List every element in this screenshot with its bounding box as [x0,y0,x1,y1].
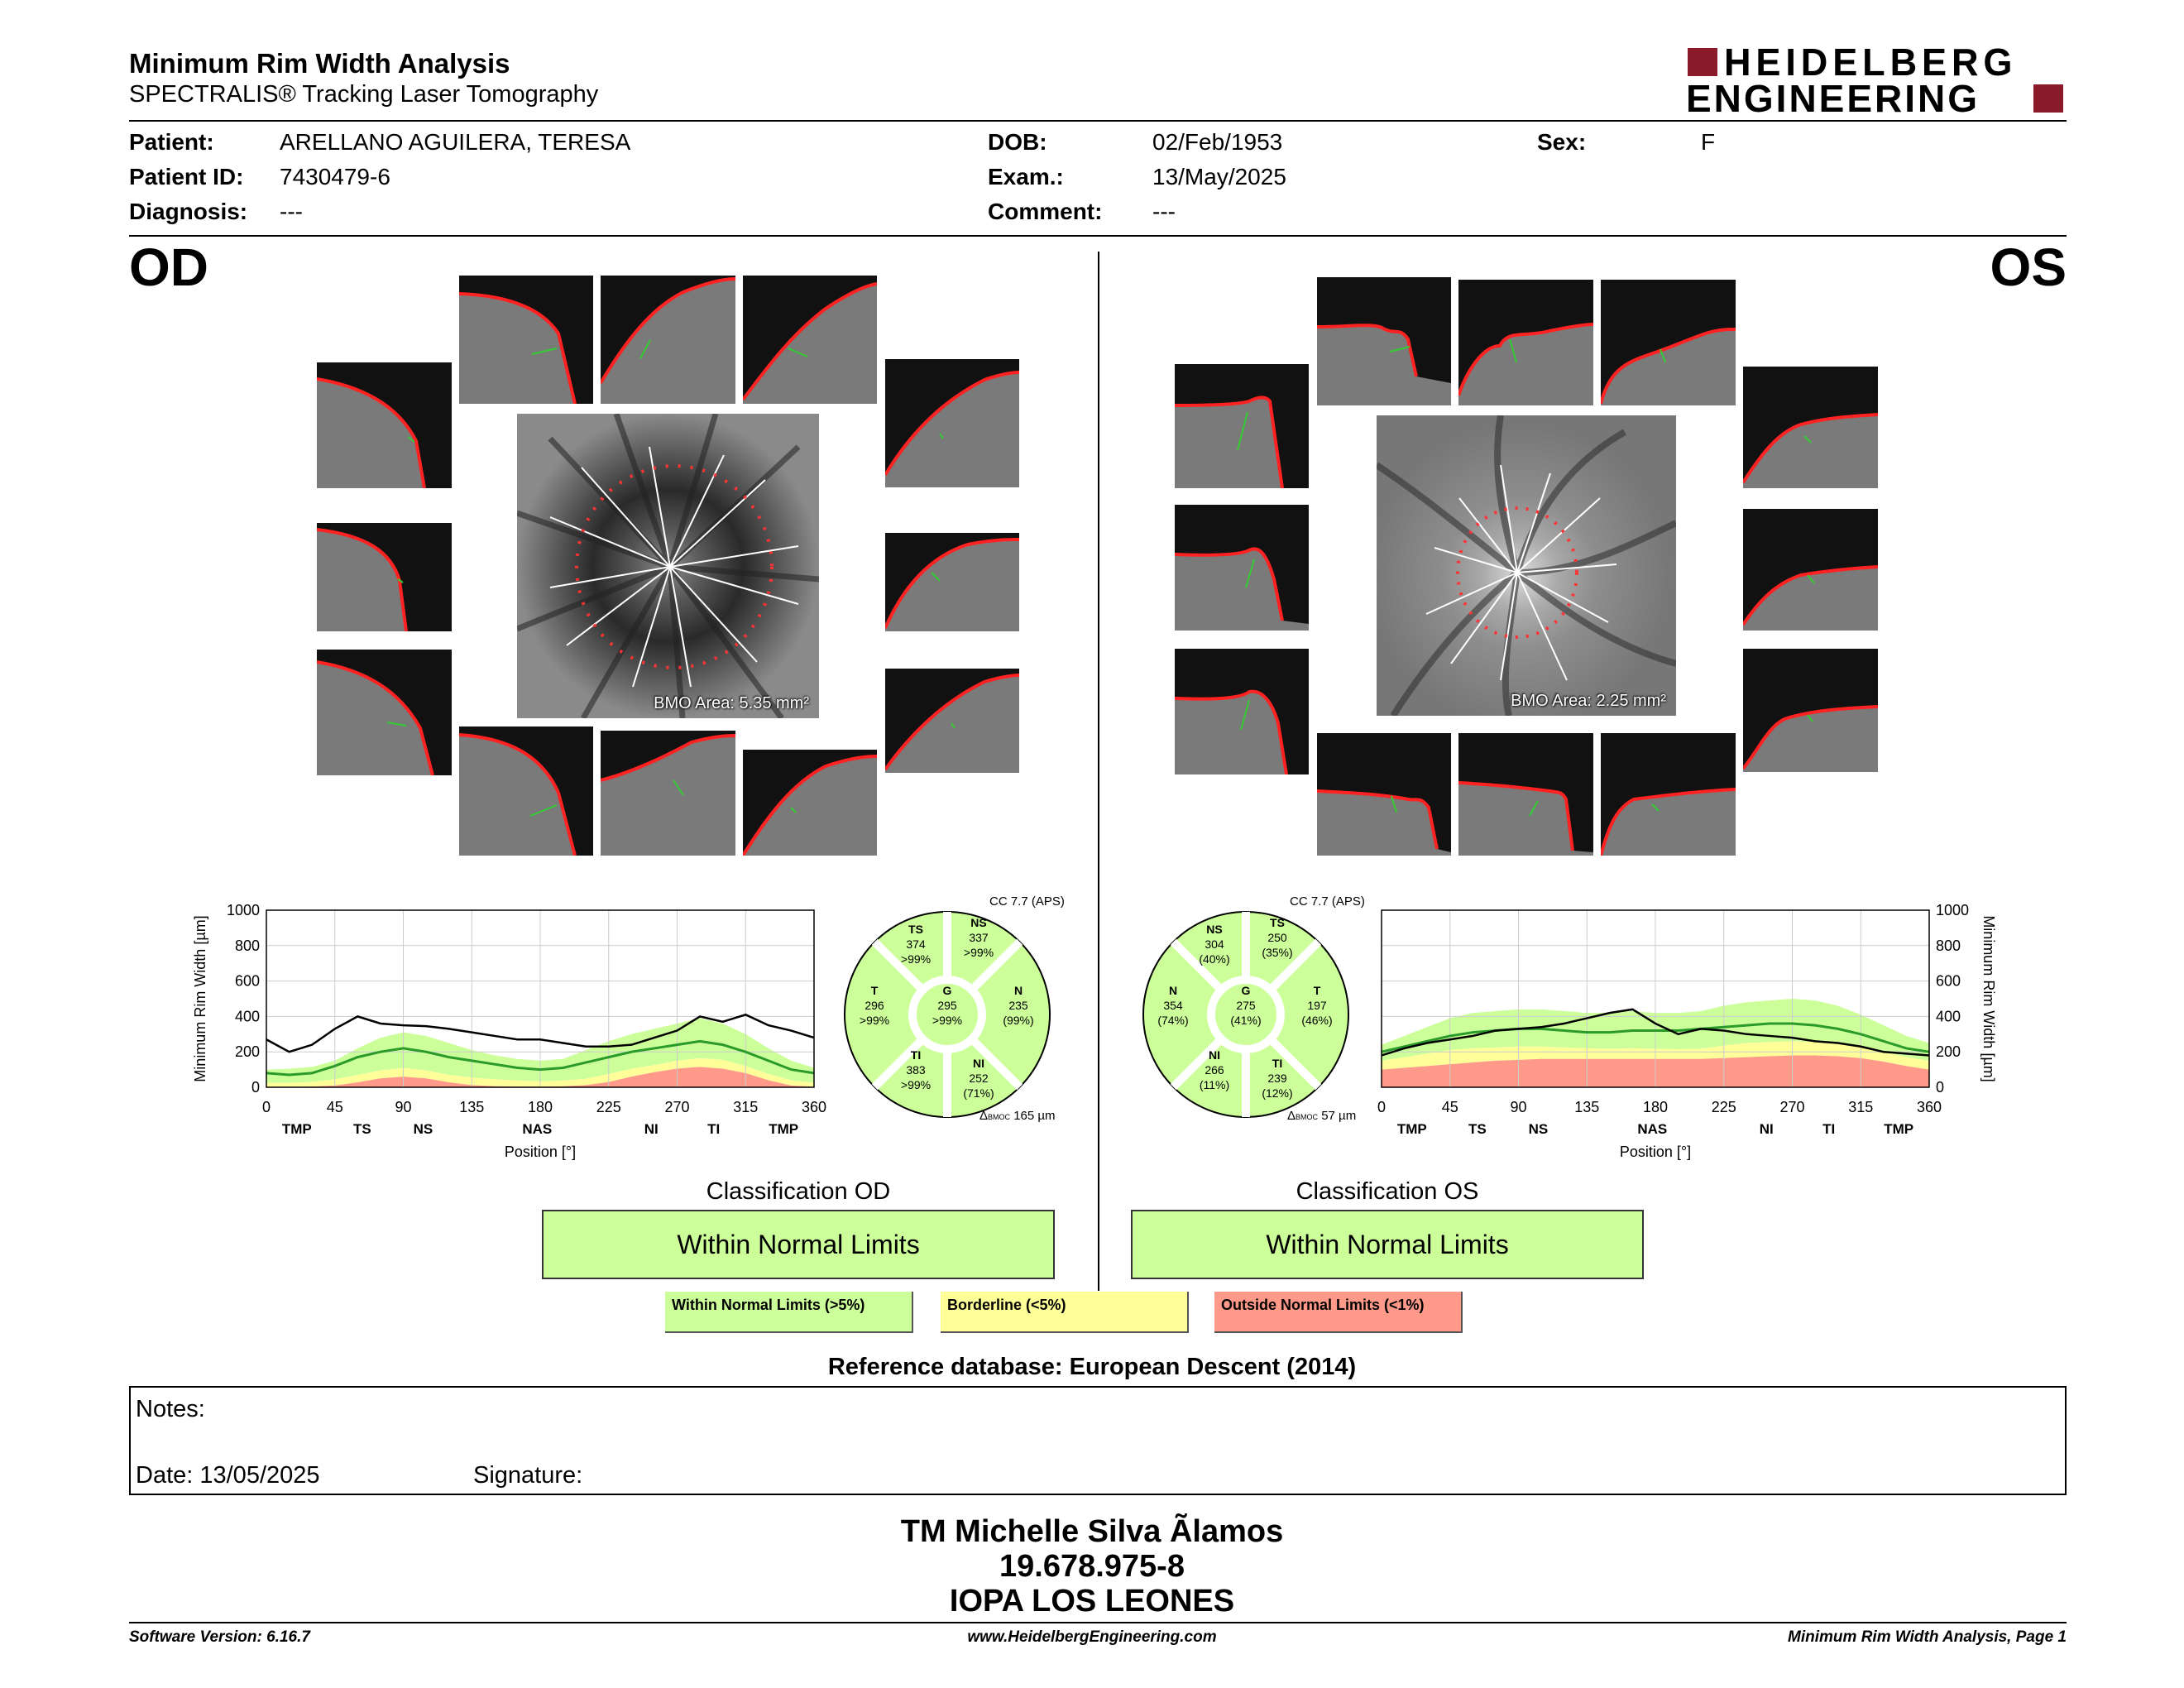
os-bmoc [1287,1109,1356,1123]
x-tick-label: 45 [1441,1099,1458,1115]
diagnosis-label: Diagnosis: [129,199,248,224]
os-oct-scan [1601,280,1736,405]
od-bmoc-value: 165 µm [1013,1109,1056,1123]
sex-value: F [1701,129,1716,155]
sector-value: 354 [1163,999,1183,1012]
os-oct-scan [1175,364,1309,488]
od-oct-scan [743,750,877,856]
os-oct-scan [1317,733,1451,856]
sector-percentile: >99% [932,1014,963,1027]
eye-divider [1098,252,1099,1291]
y-tick-label: 200 [1936,1043,1961,1061]
sector-value: 252 [969,1072,989,1085]
diagnosis-value: --- [280,199,303,224]
sector-name: T [870,984,879,997]
x-tick-label: 270 [664,1099,690,1115]
region-label: TS [1468,1121,1487,1137]
bmoc-delta-icon: Δ [979,1109,989,1123]
patient-divider [129,235,2067,237]
region-label: NAS [1637,1121,1668,1137]
logo-square-bottom [2033,84,2063,113]
sector-percentile: (99%) [1003,1014,1034,1027]
y-tick-label: 200 [234,1043,260,1061]
region-label: NS [1528,1121,1549,1137]
notes-label: Notes: [136,1396,205,1422]
page-number: Minimum Rim Width Analysis, Page 1 [1788,1628,2067,1646]
sector-name: TI [1272,1057,1283,1070]
sector-percentile: (71%) [963,1086,994,1100]
bmoc-subscript: BMOC [988,1113,1011,1121]
eye-label-od: OD [129,237,208,297]
sector-name: T [1313,984,1321,997]
od-oct-scan [459,727,593,856]
od-oct-scan [885,533,1019,631]
x-axis-label: Position [°] [504,1144,577,1160]
od-oct-scan [885,669,1019,773]
header-divider [129,120,2067,122]
sector-name: NS [1206,923,1223,936]
patient-label: Patient: [129,129,214,155]
website-link[interactable]: www.HeidelbergEngineering.com [967,1628,1217,1646]
x-tick-label: 225 [1711,1099,1736,1115]
od-bmoc [979,1109,1056,1123]
software-version: Software Version: 6.16.7 [129,1628,310,1646]
os-cc-label: CC 7.7 (APS) [1290,894,1365,909]
os-oct-scan [1601,733,1736,856]
os-oct-scan [1458,280,1593,405]
comment-label: Comment: [988,199,1103,224]
region-label: TI [1822,1121,1836,1137]
region-label: NI [644,1121,659,1137]
y-tick-label: 400 [1936,1008,1961,1025]
sector-name: G [942,984,952,997]
y-tick-label: 0 [1936,1079,1945,1096]
sector-value: 304 [1205,938,1224,951]
od-classification-title: Classification OD [706,1178,891,1205]
exam-label: Exam.: [988,164,1064,189]
legend-outside: Outside Normal Limits (<1%) [1214,1292,1463,1333]
legend-normal: Within Normal Limits (>5%) [665,1292,913,1333]
sector-name: TI [910,1048,922,1062]
od-cc-label: CC 7.7 (APS) [989,894,1065,909]
sector-percentile: (12%) [1262,1086,1293,1100]
sector-percentile: (35%) [1262,946,1293,959]
od-oct-scan [743,276,877,404]
y-tick-label: 600 [1936,972,1961,990]
y-tick-label: 400 [234,1008,260,1025]
operator-institution: IOPA LOS LEONES [949,1584,1235,1618]
sector-percentile: (74%) [1157,1014,1189,1027]
os-oct-scan [1743,367,1878,488]
notes-signature: Signature: [473,1462,583,1489]
sector-name: TS [908,923,923,936]
y-axis-label: Minimum Rim Width [µm] [192,915,208,1082]
x-tick-label: 225 [596,1099,621,1115]
y-tick-label: 800 [1936,937,1961,954]
sector-percentile: >99% [900,1078,932,1091]
sector-value: 337 [969,931,989,944]
region-label: TMP [769,1121,799,1137]
patient-id: 7430479-6 [280,164,390,189]
od-fundus-image [517,414,819,718]
x-tick-label: 360 [1916,1099,1942,1115]
x-tick-label: 360 [801,1099,827,1115]
region-label: NAS [522,1121,553,1137]
sector-value: 295 [937,999,957,1012]
x-tick-label: 45 [326,1099,343,1115]
region-label: TMP [1884,1121,1914,1137]
os-sector-wheel [1138,909,1353,1120]
region-label: TI [707,1121,721,1137]
region-label: TS [352,1121,371,1137]
sector-name: N [1168,984,1178,997]
sector-percentile: >99% [963,946,994,959]
x-tick-label: 0 [1377,1099,1387,1115]
sector-name: NI [973,1057,984,1070]
sector-name: N [1013,984,1023,997]
od-oct-scan [885,359,1019,487]
sector-percentile: >99% [900,952,932,966]
os-bmoc-value: 57 µm [1321,1109,1357,1123]
od-mrw-chart [190,894,836,1175]
sector-value: 250 [1267,931,1287,944]
footer-divider [129,1622,2067,1623]
x-tick-label: 90 [395,1099,412,1115]
x-tick-label: 180 [1642,1099,1669,1115]
bmoc-delta-icon: Δ [1287,1109,1296,1123]
exam-value: 13/May/2025 [1152,164,1286,189]
x-tick-label: 180 [527,1099,553,1115]
os-mrw-chart [1363,894,2009,1175]
region-label: TMP [281,1121,312,1137]
operator-id: 19.678.975-8 [999,1549,1185,1584]
od-oct-scan [317,650,452,775]
y-tick-label: 0 [251,1079,260,1096]
sector-percentile: (41%) [1230,1014,1262,1027]
sector-value: 235 [1008,999,1028,1012]
report-subtitle: SPECTRALIS® Tracking Laser Tomography [129,81,599,108]
sector-value: 197 [1307,999,1327,1012]
sector-name: NS [970,916,987,929]
x-tick-label: 315 [1848,1099,1874,1115]
logo-text-top: HEIDELBERG [1724,41,2018,84]
logo-text-bottom: ENGINEERING [1686,77,1980,120]
y-tick-label: 600 [234,972,260,990]
y-tick-label: 800 [234,937,260,954]
os-classification-title: Classification OS [1296,1178,1479,1205]
x-tick-label: 135 [1574,1099,1600,1115]
sector-value: 239 [1267,1072,1287,1085]
x-tick-label: 315 [733,1099,759,1115]
region-label: NI [1759,1121,1774,1137]
dob-value: 02/Feb/1953 [1152,129,1283,155]
x-tick-label: 0 [261,1099,271,1115]
patient-id-label: Patient ID: [129,164,244,189]
od-sector-wheel [840,909,1055,1120]
dob-label: DOB: [988,129,1047,155]
sector-value: 275 [1236,999,1256,1012]
logo-square-top [1688,48,1717,76]
sector-value: 383 [906,1063,926,1077]
os-oct-scan [1743,509,1878,631]
od-oct-scan [317,362,452,488]
sector-percentile: (40%) [1199,952,1230,966]
y-tick-label: 1000 [226,902,260,918]
y-tick-label: 1000 [1936,902,1970,918]
region-label: NS [413,1121,433,1137]
x-tick-label: 90 [1510,1099,1527,1115]
sex-label: Sex: [1537,129,1587,155]
od-oct-scan [601,731,735,856]
od-bmo-area: BMO Area: 5.35 mm² [654,694,809,712]
patient-name: ARELLANO AGUILERA, TERESA [280,129,631,155]
os-oct-scan [1175,505,1309,631]
od-classification-box: Within Normal Limits [542,1210,1055,1279]
bmoc-subscript: BMOC [1296,1113,1319,1121]
operator-name: TM Michelle Silva Ãlamos [900,1514,1284,1549]
sector-name: NI [1209,1048,1220,1062]
x-tick-label: 135 [459,1099,485,1115]
sector-percentile: (11%) [1199,1078,1230,1091]
reference-database: Reference database: European Descent (2014) [827,1354,1357,1380]
od-oct-scan [317,523,452,631]
x-tick-label: 270 [1779,1099,1805,1115]
legend-borderline: Borderline (<5%) [941,1292,1189,1333]
os-bmo-area: BMO Area: 2.25 mm² [1511,692,1666,710]
eye-label-os: OS [1990,237,2067,297]
y-axis-label: Minimum Rim Width [µm] [1980,915,1997,1082]
os-oct-scan [1743,649,1878,772]
report-title: Minimum Rim Width Analysis [129,48,510,79]
os-fundus-image [1377,415,1676,716]
sector-name: G [1241,984,1251,997]
notes-box [129,1386,2067,1495]
sector-value: 296 [864,999,884,1012]
sector-value: 374 [906,938,926,951]
x-axis-label: Position [°] [1619,1144,1692,1160]
comment-value: --- [1152,199,1176,224]
sector-percentile: (46%) [1301,1014,1333,1027]
region-label: TMP [1396,1121,1427,1137]
notes-date: Date: 13/05/2025 [136,1462,320,1489]
os-oct-scan [1317,277,1451,405]
sector-name: TS [1270,916,1285,929]
sector-percentile: >99% [859,1014,890,1027]
os-oct-scan [1175,649,1309,774]
od-oct-scan [459,276,593,404]
heidelberg-logo [1684,41,2067,120]
od-oct-scan [601,276,735,404]
sector-value: 266 [1205,1063,1224,1077]
os-classification-box: Within Normal Limits [1131,1210,1644,1279]
os-oct-scan [1458,733,1593,856]
